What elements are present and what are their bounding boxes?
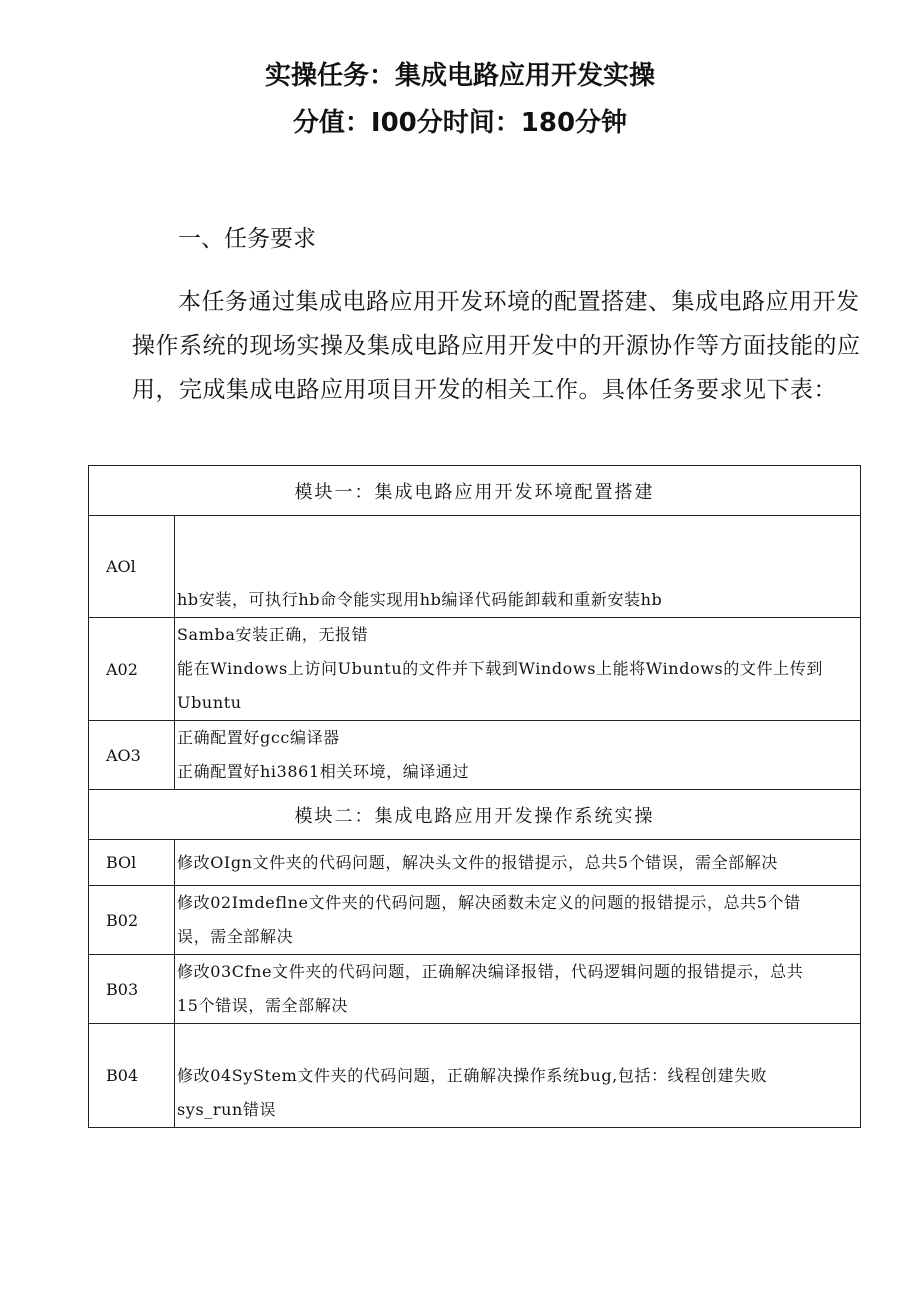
row-code: B03 [89,955,175,1024]
row-description [175,886,861,955]
row-description [175,618,861,721]
row-code: BOl [89,840,175,886]
row-code: AOl [89,516,175,618]
table-row [89,516,861,618]
table-row [89,1024,861,1128]
description-line: 正确配置好hi3861相关环境，编译通过 [177,762,470,781]
intro-paragraph: 本任务通过集成电路应用开发环境的配置搭建、集成电路应用开发操作系统的现场实操及集成电路应用开发中的开源协作等方面技能的应用，完成集成电路应用项目开发的相关工作。具体任务要求见下表： [132,289,861,403]
module-header-row [89,790,861,840]
table-row [89,840,861,886]
table-row [89,886,861,955]
page-title: 实操任务：集成电路应用开发实操 [264,61,655,91]
module-header-row [89,466,861,516]
description-line: Ubuntu [177,693,242,712]
description-line: Samba安装正确，无报错 [177,625,369,644]
description-line: 正确配置好gcc编译器 [177,728,340,747]
description-line: 15个错误，需全部解决 [177,996,348,1015]
row-code: B04 [89,1024,175,1128]
row-description [175,840,861,886]
module-title: 模块二：集成电路应用开发操作系统实操 [89,790,861,840]
description-line: 修改03Cfne文件夹的代码问题，正确解决编译报错，代码逻辑问题的报错提示，总共 [177,962,804,981]
row-code: AO3 [89,721,175,790]
row-description [175,1024,861,1128]
score-time-line: 分值：I00分时间：180分钟 [292,108,628,138]
description-line: 修改02Imdeflne文件夹的代码问题，解决函数未定义的问题的报错提示，总共5个错 [177,893,801,912]
row-description [175,955,861,1024]
description-line: 能在Windows上访问Ubuntu的文件并下载到Windows上能将Windows的文件上传到 [177,659,823,678]
section-heading: 一、任务要求 [178,226,316,252]
row-description [175,721,861,790]
table-row [89,721,861,790]
row-description [175,516,861,618]
module-title: 模块一：集成电路应用开发环境配置搭建 [89,466,861,516]
description-line: sys_run错误 [177,1100,277,1119]
table-row [89,618,861,721]
requirements-table [88,465,861,1128]
table-row [89,955,861,1024]
description-line: 误，需全部解决 [177,927,294,946]
row-code: B02 [89,886,175,955]
description-line: 修改OIgn文件夹的代码问题，解决头文件的报错提示，总共5个错误，需全部解决 [177,852,778,872]
description-line: 修改04SyStem文件夹的代码问题，正确解决操作系统bug,包括：线程创建失败 [177,1066,768,1085]
row-code: A02 [89,618,175,721]
description-line: hb安装，可执行hb命令能实现用hb编译代码能卸载和重新安装hb [177,590,663,609]
